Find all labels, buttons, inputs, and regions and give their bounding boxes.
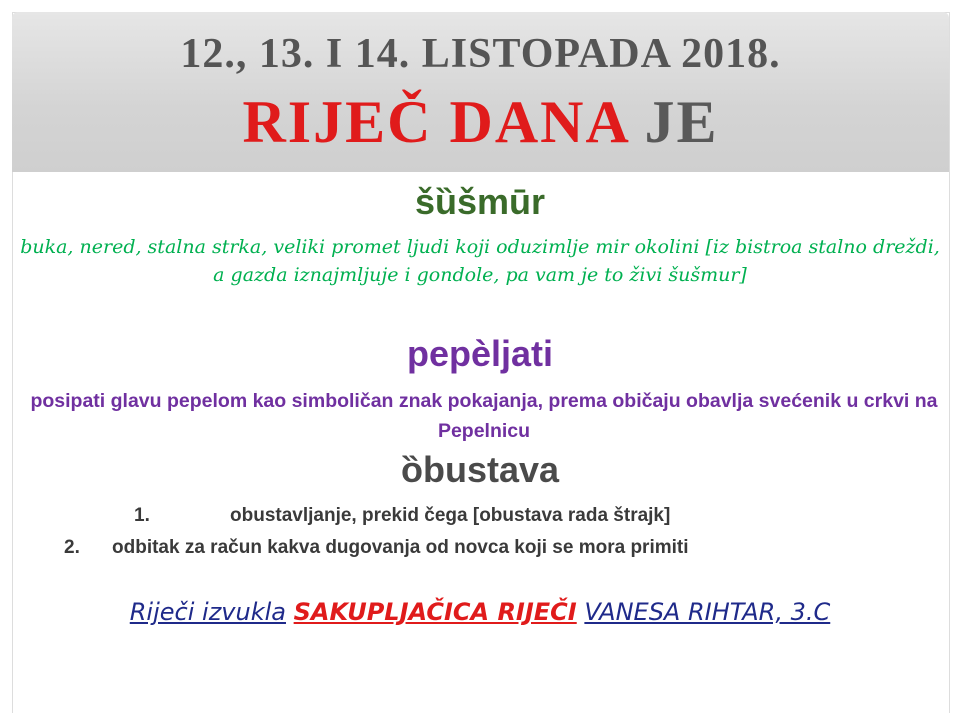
credit-highlight: SAKUPLJAČICA RIJEČI (293, 598, 577, 626)
definition-2: posipati glavu pepelom kao simboličan znak pokajanja, prema običaju obavlja svećenik u crkvi na Pepelnicu (30, 390, 938, 442)
list-item (64, 537, 689, 559)
slide-title (12, 88, 949, 157)
credit-line (0, 598, 960, 626)
list-item-text: obustavljanje, prekid čega [obustava rada štrajk] (230, 505, 671, 526)
credit-prefix: Riječi izvukla (129, 598, 286, 626)
definition-1: buka, nered, stalna strka, veliki promet ljudi koji oduzimlje mir okolini [iz bistroa stalno dreždi, a gazda iznajmljuje i gondole, pa vam je to živi šušmur] (20, 236, 940, 286)
list-item-number: 2. (64, 537, 80, 558)
title-red-part: RIJEČ DANA (242, 89, 628, 155)
word-3: ȍbustava (400, 449, 560, 490)
list-item-number: 1. (134, 505, 150, 526)
word-2: pepèljati (406, 333, 554, 374)
list-item (134, 505, 670, 527)
credit-suffix: VANESA RIHTAR, 3.C (584, 598, 831, 626)
word-1: šȕšmūr (414, 181, 546, 222)
date-heading: 12., 13. I 14. LISTOPADA 2018. (180, 31, 781, 77)
list-item-text: odbitak za račun kakva dugovanja od novca koji se mora primiti (112, 537, 689, 558)
title-grey-part: JE (644, 89, 719, 155)
